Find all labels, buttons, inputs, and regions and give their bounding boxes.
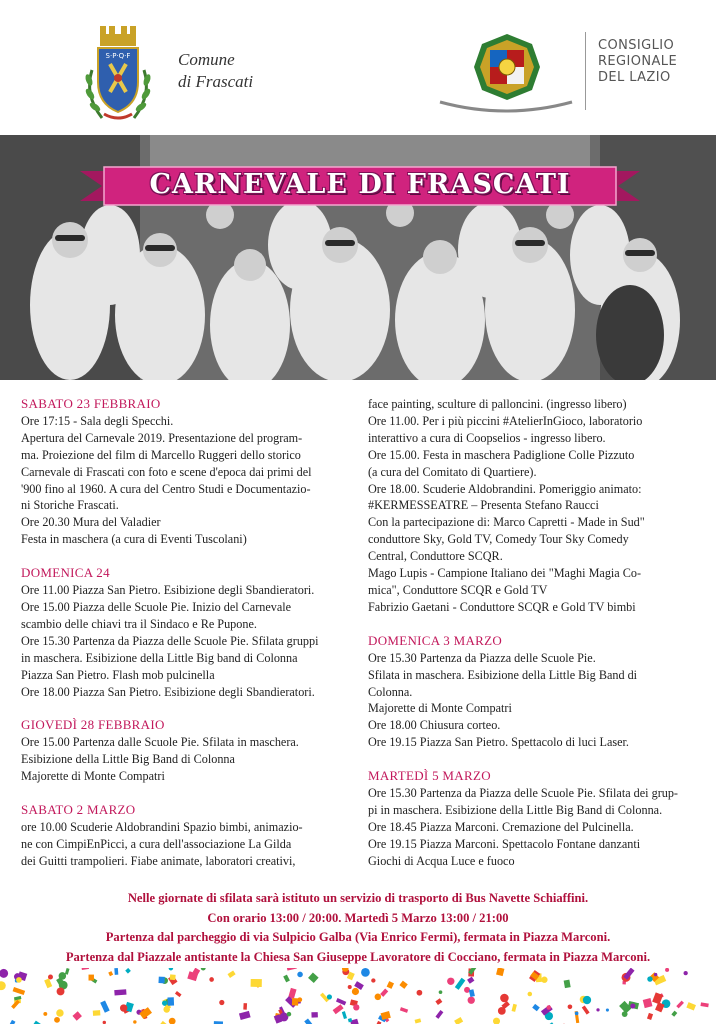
confetti-piece [342,1011,347,1019]
confetti-piece [304,1018,314,1024]
program-line: Ore 19.15 Piazza San Pietro. Spettacolo di luci Laser. [368,735,629,750]
program-line: Ore 11.00. Per i più piccini #AtelierInGioco, laboratorio [368,413,643,428]
confetti-piece [287,1012,292,1017]
confetti-piece [700,1002,708,1007]
confetti-piece [93,1010,101,1016]
confetti-piece [44,978,52,988]
confetti-piece [243,1003,247,1010]
program-line: Esibizione della Little Big Band di Colonna [21,752,235,767]
confetti-piece [564,980,571,989]
program-line: ne con CimpiEnPicci, a cura dell'associazione La Gilda [21,836,292,851]
confetti-piece [311,1012,318,1018]
confetti-piece [43,1012,47,1016]
confetti-piece [371,978,375,982]
confetti-piece [654,973,657,976]
program-line: Apertura del Carnevale 2019. Presentazione del program- [21,430,303,445]
confetti-piece [163,1006,170,1013]
program-line: Ore 15.30 Partenza da Piazza delle Scuole Pie. Sfilata gruppi [21,633,319,648]
confetti-piece [333,1004,344,1014]
confetti-piece [528,992,533,997]
confetti-piece [239,1011,251,1020]
confetti-piece [512,1004,517,1012]
confetti-piece [415,1018,422,1023]
notice-line: Con orario 13:00 / 20:00. Martedì 5 Marzo 13:00 / 21:00 [207,910,509,925]
day-sabato-2 [21,802,356,870]
confetti-piece [541,977,547,983]
confetti-piece [133,1020,136,1023]
program-line: Ore 15.00 Piazza delle Scuole Pie. Inizio del Carnevale [21,599,292,614]
program-line: Ore 15.00 Partenza dalle Scuole Pie. Sfilata in maschera. [21,735,299,750]
confetti-piece [464,987,470,993]
confetti-piece [292,998,299,1006]
day-sabato-2-continued [368,396,698,616]
confetti-piece [568,1004,573,1009]
program-line: Ore 18.45 Piazza Marconi. Cremazione del Pulcinella. [368,819,634,834]
confetti-piece [596,1008,599,1011]
comune-line-2: di Frascati [178,72,254,91]
confetti-piece [175,991,182,997]
program-line: Ore 18.00 Piazza San Pietro. Esibizione degli Sbandieratori. [21,684,315,699]
confetti-piece [375,994,382,1001]
confetti-piece [575,1012,579,1016]
confetti-piece [676,1001,684,1009]
confetti-piece [0,969,8,978]
program-line: Con la partecipazione di: Marco Capretti - Made in Sud" [368,515,645,530]
program-line: Central, Conduttore SCQR. [368,549,503,564]
confetti-piece [114,989,126,995]
confetti-piece [201,968,206,970]
confetti-piece [114,968,118,975]
program-line: Ore 19.15 Piazza Marconi. Spettacolo Fontane danzanti [368,836,641,851]
confetti-piece [56,1009,63,1016]
confetti-piece [435,998,442,1005]
confetti-piece [0,981,6,990]
confetti-piece [65,968,70,975]
confetti-piece [467,977,474,984]
confetti-piece [493,1018,500,1024]
shuttle-notice [0,889,716,967]
confetti-piece [455,978,466,990]
confetti-piece [435,1010,443,1019]
program-line: ma. Proiezione del film di Marcello Ruggeri dello storico [21,447,301,462]
day-heading: DOMENICA 24 [21,565,110,581]
program-line: Festa in maschera (a cura di Eventi Tuscolani) [21,532,247,547]
confetti-piece [169,1018,176,1024]
consiglio-line-3: DEL LAZIO [598,70,671,85]
confetti-piece [582,1005,590,1014]
confetti-piece [583,996,591,1004]
consiglio-line-2: REGIONALE [598,54,678,69]
program-line: Fabrizio Gaetani - Conduttore SCQR e Gold TV bimbi [368,599,636,614]
program-line: Giochi di Acqua Luce e fuoco [368,853,515,868]
program-line: conduttore Sky, Gold TV, Comedy Tour Sky Comedy [368,532,629,547]
confetti-piece [89,975,94,981]
confetti-piece [447,978,454,985]
confetti-piece [381,1011,391,1020]
program-line: '900 fino al 1960. A cura del Centro Studi e Documentazio- [21,481,311,496]
confetti-piece [283,975,290,983]
notice-line: Partenza dal parcheggio di via Sulpicio Galba (Via Enrico Fermi), fermata in Piazza Marconi. [105,930,611,944]
program-line: ore 10.00 Scuderie Aldobrandini Spazio bimbi, animazio- [21,819,303,834]
confetti-piece [665,968,669,972]
notice-line: Partenza dal Piazzale antistante la Chiesa San Giuseppe Lavoratore di Cocciano, fermata in Piazza Marconi. [65,949,651,964]
day-heading: GIOVEDÌ 28 FEBBRAIO [21,717,165,733]
confetti-piece [686,1002,696,1010]
program-line: Ore 15.00. Festa in maschera Padiglione Colle Pizzuto [368,447,635,462]
svg-text:S·P·Q·F: S·P·Q·F [105,52,131,60]
confetti-piece [380,989,388,997]
day-heading: SABATO 23 FEBBRAIO [21,396,161,411]
confetti-piece [169,968,173,970]
confetti-piece [162,1001,167,1006]
program-line: mica", Conduttore SCQR e Gold TV [368,582,548,597]
comune-label [178,49,253,93]
consiglio-regionale-label [598,38,677,86]
program-line: pi in maschera. Esibizione della Little Big Band di Colonna. [368,802,663,817]
confetti-piece [167,997,174,1005]
confetti-piece [468,997,475,1004]
header-divider [585,32,586,110]
program-line: Piazza San Pietro. Flash mob pulcinella [21,667,215,682]
confetti-piece [684,971,688,975]
confetti-piece [158,977,164,984]
confetti-piece [352,988,359,995]
program-line: Majorette di Monte Compatri [368,701,512,716]
confetti-piece [308,972,319,983]
comune-line-1: Comune [178,50,235,69]
program-line: Colonna. [368,684,413,699]
confetti-piece [643,998,653,1008]
confetti-piece [469,989,475,997]
confetti-piece [81,968,89,970]
confetti-piece [108,971,113,976]
confetti-piece [13,987,26,995]
confetti-piece [671,1011,677,1017]
program-line: Sfilata in maschera. Esibizione della Little Big Band di [368,667,638,682]
program-right-column [368,396,698,887]
program-line: scambio delle chiavi tra il Sindaco e Re Pupone. [21,616,257,631]
confetti-piece [219,1000,224,1005]
confetti-piece [439,990,443,994]
program-line: Ore 15.30 Partenza da Piazza delle Scuole Pie. Sfilata dei grup- [368,786,678,801]
day-heading: DOMENICA 3 MARZO [368,632,503,648]
confetti-piece [251,979,262,987]
confetti-piece [170,974,176,980]
confetti-piece [454,1017,463,1024]
regione-lazio-emblem-icon [472,32,542,102]
program-line: Ore 17:15 - Sala degli Specchi. [21,413,174,428]
confetti-piece [647,1013,653,1020]
confetti-piece [209,977,214,982]
day-sabato-23 [21,396,356,548]
confetti-piece [48,975,53,980]
confetti-piece [500,994,509,1003]
day-martedi-5 [368,768,698,869]
program-line: face painting, sculture di palloncini. (ingresso libero) [368,397,627,411]
confetti-piece [353,1004,359,1010]
confetti-decoration [0,968,716,1024]
confetti-piece [16,977,22,983]
program-line: interattivo a cura di Coopselios - ingresso libero. [368,430,606,445]
confetti-piece [336,998,346,1005]
day-domenica-24 [21,565,356,700]
day-giovedi-28 [21,717,356,785]
confetti-piece [361,968,370,977]
day-domenica-3 [368,633,698,751]
confetti-piece [125,968,131,974]
program-line: dei Guitti trampolieri. Fiabe animate, laboratori creativi, [21,853,296,868]
program-line: ni Storiche Frascati. [21,498,119,513]
poster-header [0,0,716,135]
regione-swoosh-icon [436,94,576,118]
confetti-piece [348,985,352,989]
notice-line: Nelle giornate di sfilata sarà istituto un servizio di trasporto di Bus Navette Schiaffini. [127,891,589,905]
day-heading: MARTEDÌ 5 MARZO [368,768,491,784]
program-line: in maschera. Esibizione della Little Big band di Colonna [21,650,298,665]
confetti-piece [120,1004,127,1011]
program-line: Ore 20.30 Mura del Valadier [21,515,161,530]
confetti-piece [532,1004,540,1011]
confetti-piece [400,1007,408,1013]
consiglio-line-1: CONSIGLIO [598,38,675,53]
confetti-piece [59,972,67,980]
confetti-piece [496,968,504,976]
program-line: Ore 15.30 Partenza da Piazza delle Scuole Pie. [368,650,596,665]
confetti-piece [32,1021,42,1024]
program-line: Ore 11.00 Piazza San Pietro. Esibizione degli Sbandieratori. [21,583,315,598]
program-line: Carnevale di Frascati con foto e scene d'epoca dai primi del [21,464,312,479]
program-line: Mago Lupis - Campione Italiano dei "Maghi Magia Co- [368,566,642,581]
program-line: (a cura del Comitato di Quartiere). [368,464,537,479]
confetti-piece [100,1001,109,1013]
frascati-crest-icon [82,20,154,126]
confetti-piece [9,1020,16,1024]
program-line: Ore 18.00. Scuderie Aldobrandini. Pomeriggio animato: [368,481,642,496]
program-line: #KERMESSEATRE – Presenta Stefano Raucci [368,498,599,513]
confetti-piece [54,1017,60,1023]
confetti-piece [327,994,332,999]
confetti-piece [72,1011,81,1020]
day-heading: SABATO 2 MARZO [21,802,136,818]
program-line: Majorette di Monte Compatri [21,769,165,784]
program-line: Ore 18.00 Chiusura corteo. [368,718,501,733]
confetti-piece [417,990,423,996]
confetti-piece [57,987,65,995]
confetti-piece [399,981,407,989]
confetti-piece [297,972,303,978]
confetti-piece [286,968,296,971]
confetti-piece [139,1007,152,1019]
confetti-piece [547,1005,551,1009]
confetti-piece [647,976,652,981]
confetti-piece [228,970,236,977]
confetti-piece [387,981,394,989]
program-left-column [21,396,356,887]
confetti-piece [622,1011,628,1017]
confetti-piece [630,1004,635,1009]
event-title: CARNEVALE DI FRASCATI [149,169,571,200]
confetti-piece [606,1009,609,1012]
